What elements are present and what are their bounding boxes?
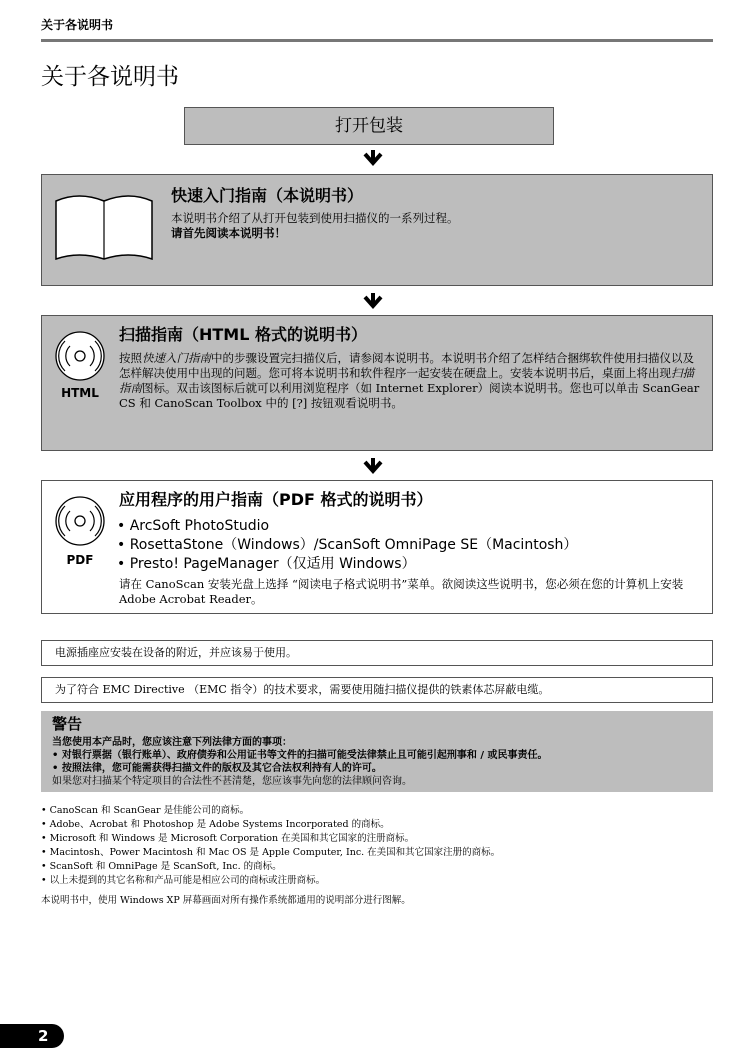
list-item: • Presto! PageManager（仅适用 Windows） — [117, 556, 416, 572]
pdf-label: PDF — [66, 553, 94, 567]
warning-line: 当您使用本产品时，您应该注意下列法律方面的事项： — [52, 737, 292, 748]
panel-description: 按照快速入门指南中的步骤设置完扫描仪后，请参阅本说明书。本说明书介绍了怎样结合捆绑软件使用扫描仪以及怎样解决使用中出现的问题。您可将本说明书和软件程序一起安装在硬盘上。安装本说明书后，桌面上将出现扫描指南图标。双击该图标后就可以利用浏览程序（如 Internet Explorer）阅读本说明书。您也可以单击 ScanGear CS 和 CanoScan Toolbox 中的 [?] 按钮观看说明书。 — [119, 351, 700, 410]
list-item: • ArcSoft PhotoStudio — [117, 518, 270, 534]
panel-description: 本说明书介绍了从打开包装到使用扫描仪的一系列过程。 请首先阅读本说明书！ — [171, 211, 459, 240]
warning-box — [41, 711, 713, 792]
page-number: 2 — [0, 1024, 64, 1048]
step-open-package: 打开包装 — [184, 107, 554, 145]
panel-application-guides — [41, 480, 713, 614]
panel-scanning-guide — [41, 315, 713, 451]
cd-disc-icon — [50, 495, 110, 551]
header-rule — [41, 39, 713, 42]
book-icon — [54, 189, 154, 271]
html-label: HTML — [61, 386, 99, 400]
warning-title: 警告 — [52, 715, 83, 733]
list-item: • CanoScan 和 ScanGear 是佳能公司的商标。 — [41, 805, 250, 816]
list-item: • Macintosh、Power Macintosh 和 Mac OS 是 Apple Computer, Inc. 在美国和其它国家注册的商标。 — [41, 847, 501, 858]
page-title: 关于各说明书 — [41, 64, 179, 90]
emc-directive-note: 为了符合 EMC Directive （EMC 指令）的技术要求，需要使用随扫描仪提供的铁素体芯屏蔽电缆。 — [41, 677, 713, 703]
warning-line: • 按照法律，您可能需获得扫描文件的版权及其它合法权利持有人的许可。 — [52, 763, 382, 774]
list-item: • RosettaStone（Windows）/ScanSoft OmniPage SE（Macintosh） — [117, 537, 578, 553]
list-item: • Adobe、Acrobat 和 Photoshop 是 Adobe Systems Incorporated 的商标。 — [41, 819, 390, 830]
list-item: • ScanSoft 和 OmniPage 是 ScanSoft, Inc. 的商标。 — [41, 861, 282, 872]
footer-note: 本说明书中，使用 Windows XP 屏幕画面对所有操作系统都通用的说明部分进行图解。 — [41, 895, 411, 906]
panel-description: 请在 CanoScan 安装光盘上选择 “阅读电子格式说明书”菜单。欲阅读这些说明书，您必须在您的计算机上安装 Adobe Acrobat Reader。 — [119, 577, 684, 606]
panel-title: 快速入门指南（本说明书） — [171, 186, 364, 205]
warning-line: 如果您对扫描某个特定项目的合法性不甚清楚，您应该事先向您的法律顾问咨询。 — [52, 776, 412, 787]
trademark-list — [41, 804, 500, 888]
panel-quick-start-guide — [41, 174, 713, 286]
running-header: 关于各说明书 — [41, 18, 114, 32]
power-outlet-note: 电源插座应安装在设备的附近，并应该易于使用。 — [41, 640, 713, 666]
list-item: • 以上未提到的其它名称和产品可能是相应公司的商标或注册商标。 — [41, 875, 326, 886]
application-list — [117, 517, 577, 574]
list-item: • Microsoft 和 Windows 是 Microsoft Corporation 在美国和其它国家的注册商标。 — [41, 833, 415, 844]
warning-text — [52, 736, 548, 788]
warning-line: • 对银行票据（银行账单）、政府债券和公用证书等文件的扫描可能受法律禁止且可能引起刑事和 / 或民事责任。 — [52, 750, 548, 761]
panel-title: 扫描指南（HTML 格式的说明书） — [119, 325, 367, 344]
panel-title: 应用程序的用户指南（PDF 格式的说明书） — [119, 490, 433, 509]
cd-disc-icon — [50, 330, 110, 386]
